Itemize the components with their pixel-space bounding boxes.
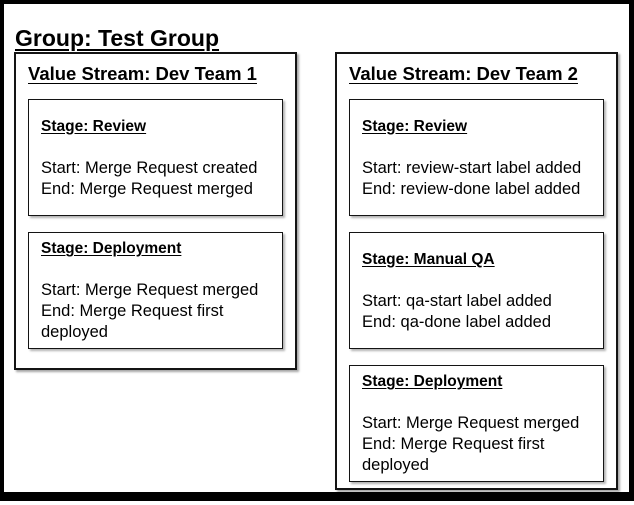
value-stream-title: Value Stream: Dev Team 2 — [349, 63, 578, 84]
stage-title: Stage: Deployment — [362, 373, 503, 390]
stage-start-event: Start: Merge Request merged — [41, 281, 259, 299]
stage-start-event: Start: qa-start label added — [362, 291, 552, 310]
stage-box-deployment — [28, 232, 283, 349]
stage-end-event: End: Merge Request first deployed — [41, 302, 224, 341]
stage-end-event: End: qa-done label added — [362, 312, 551, 331]
stage-box-deployment — [349, 365, 604, 482]
stage-box-manual-qa — [349, 232, 604, 349]
stage-start-event: Start: Merge Request created — [41, 158, 258, 177]
stage-box-review — [349, 99, 604, 216]
stage-title: Stage: Manual QA — [362, 250, 495, 268]
stage-end-event: End: review-done label added — [362, 179, 581, 198]
stage-title: Stage: Review — [362, 117, 468, 135]
stage-start-event: Start: Merge Request merged — [362, 414, 580, 432]
stage-title: Stage: Deployment — [41, 240, 182, 257]
value-stream-box-dev-team-2 — [335, 52, 618, 490]
group-title: Group: Test Group — [15, 25, 220, 52]
stage-end-event: End: Merge Request merged — [41, 179, 253, 198]
stage-box-review — [28, 99, 283, 216]
value-stream-title: Value Stream: Dev Team 1 — [28, 63, 257, 84]
stage-title: Stage: Review — [41, 117, 147, 135]
stage-end-event: End: Merge Request first deployed — [362, 435, 545, 474]
stage-start-event: Start: review-start label added — [362, 158, 582, 177]
value-stream-box-dev-team-1 — [14, 52, 297, 370]
